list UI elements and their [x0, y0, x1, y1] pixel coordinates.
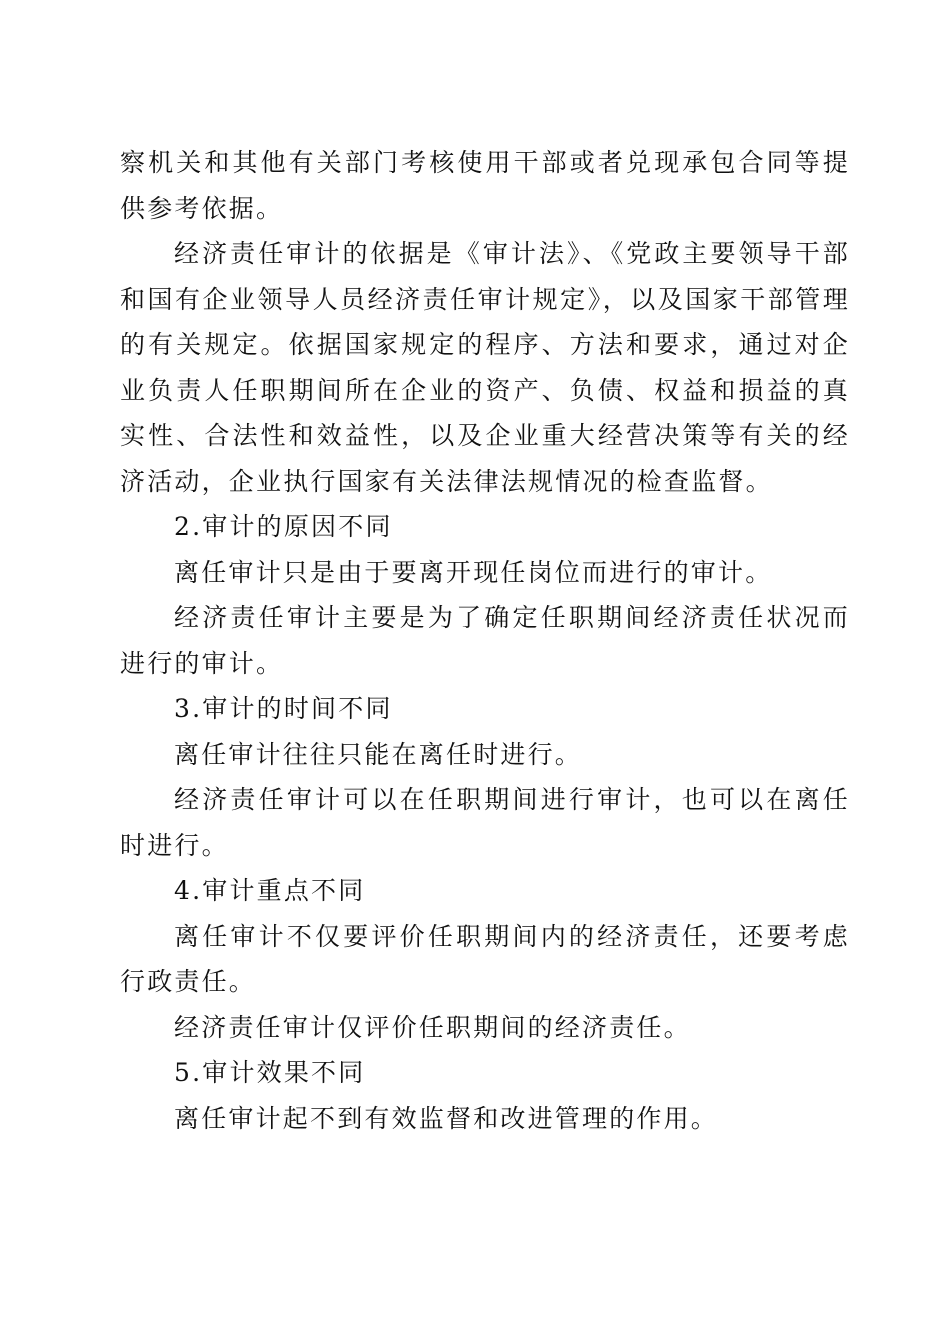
- document-body: [120, 140, 850, 1141]
- paragraph-8: 经济责任审计可以在任职期间进行审计，也可以在离任时进行。: [120, 785, 850, 860]
- paragraph-13: 离任审计起不到有效监督和改进管理的作用。: [174, 1103, 719, 1133]
- section-heading-5: 5.审计效果不同: [174, 1058, 366, 1087]
- paragraph-7: 离任审计往往只能在离任时进行。: [174, 739, 583, 769]
- paragraph-1: 察机关和其他有关部门考核使用干部或者兑现承包合同等提供参考依据。: [120, 148, 850, 223]
- section-heading-2: 2.审计的原因不同: [174, 512, 393, 541]
- paragraph-5: 经济责任审计主要是为了确定任职期间经济责任状况而进行的审计。: [120, 603, 850, 678]
- paragraph-4: 离任审计只是由于要离开现任岗位而进行的审计。: [174, 557, 773, 587]
- section-heading-3: 3.审计的时间不同: [174, 694, 393, 723]
- section-heading-4: 4.审计重点不同: [174, 876, 366, 905]
- paragraph-2: 经济责任审计的依据是《审计法》、《党政主要领导干部和国有企业领导人员经济责任审计规定》，以及国家干部管理的有关规定。依据国家规定的程序、方法和要求，通过对企业负责人任职期间所在企业的资产、负债、权益和损益的真实性、合法性和效益性，以及企业重大经营决策等有关的经济活动，企业执行国家有关法律法规情况的检查监督。: [120, 239, 850, 496]
- paragraph-10: 离任审计不仅要评价任职期间内的经济责任，还要考虑行政责任。: [120, 921, 850, 996]
- paragraph-11: 经济责任审计仅评价任职期间的经济责任。: [174, 1012, 691, 1042]
